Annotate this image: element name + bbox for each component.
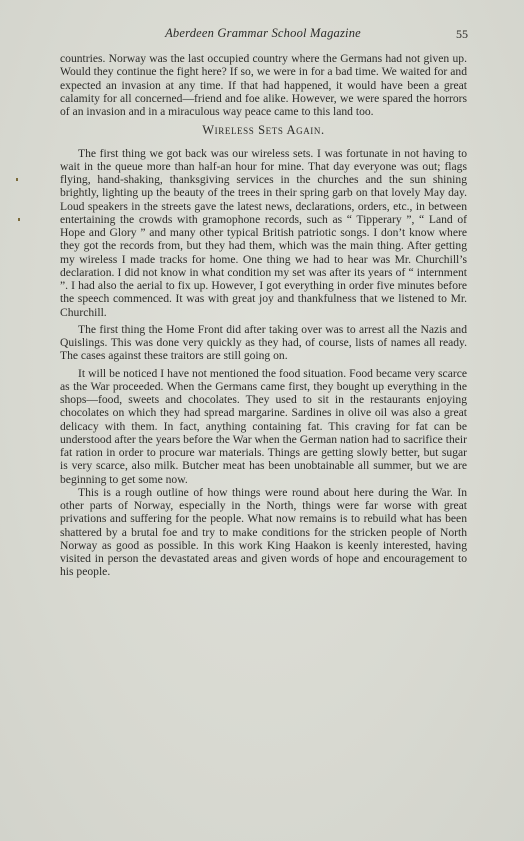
paragraph: The first thing the Home Front did after taking over was to arrest all the Nazis and Quislings. This was done very quickly as they had, of course, lists of names all ready. The cases against these traitors are still going on. — [60, 322, 467, 363]
paragraph: countries. Norway was the last occupied country where the Germans had not given up. Would they continue the fight here? If so, we were in for a bad time. We waited for and expected an invasion at any time. If that had happened, it would have been a great calamity for all concerned—friend and foe alike. However, we were spared the horrors of an invasion and in a miraculous way peace came to this land too. — [60, 52, 467, 118]
running-title: Aberdeen Grammar School Magazine — [165, 26, 361, 40]
paragraph: The first thing we got back was our wireless sets. I was fortunate in not having to wait in the queue more than half-an hour for mine. That day everyone was out; flags flying, hand-shaking, thanksgiving services in the churches and the sun shining brightly, lighting up the beauty of the trees in their spring garb on that lovely May day. Loud speakers in the streets gave the latest news, declarations, orders, etc., in between entertaining the crowds with gramophone records, such as “ Tipperary ”, “ Land of Hope and Glory ” and many other typical British patriotic songs. I don’t know where they got the records from, but they had them, which was the main thing. After getting my wireless I made tracks for home. One thing we had to hear was Mr. Churchill’s declaration. I did not know in what condition my set was after its years of “ internment ”. I had also the aerial to fix up. However, I got everything in order five minutes before the speech commenced. It was with great joy and thankfulness that we listened to Mr. Churchill. — [60, 146, 467, 319]
page-number: 55 — [456, 27, 468, 41]
section-heading-text: Wireless Sets Again. — [202, 123, 325, 138]
paragraph: It will be noticed I have not mentioned the food situation. Food became very scarce as the War proceeded. When the Germans came first, they bought up everything in the shops—food, sweets and chocolates. They used to sit in the restaurants enjoying chocolates on which they had spread margarine. Sardines in olive oil was also a great delicacy with them. In fact, anything containing fat. This craving for fat can be understood after the years before the War when the German nation had to sacrifice their fat ration in order to procure war materials. Things are getting slowly better, but sugar is very scarce, also milk. Butcher meat has been unobtainable all summer, but we are beginning to get some now. — [60, 366, 467, 486]
page-header — [60, 26, 466, 44]
paragraph: This is a rough outline of how things were round about here during the War. In other parts of Norway, especially in the North, things were far worse with great privations and suffering for the people. What now remains is to rebuild what has been shattered by a brutal foe and try to make conditions for the stricken people of North Norway as good as possible. In this work King Haakon is keenly interested, having visited in person the devastated areas and given words of hope and encouragement to his people. — [60, 485, 467, 579]
margin-speck — [18, 218, 20, 221]
article-body — [60, 52, 467, 579]
section-heading — [60, 124, 467, 138]
margin-speck — [16, 178, 18, 181]
